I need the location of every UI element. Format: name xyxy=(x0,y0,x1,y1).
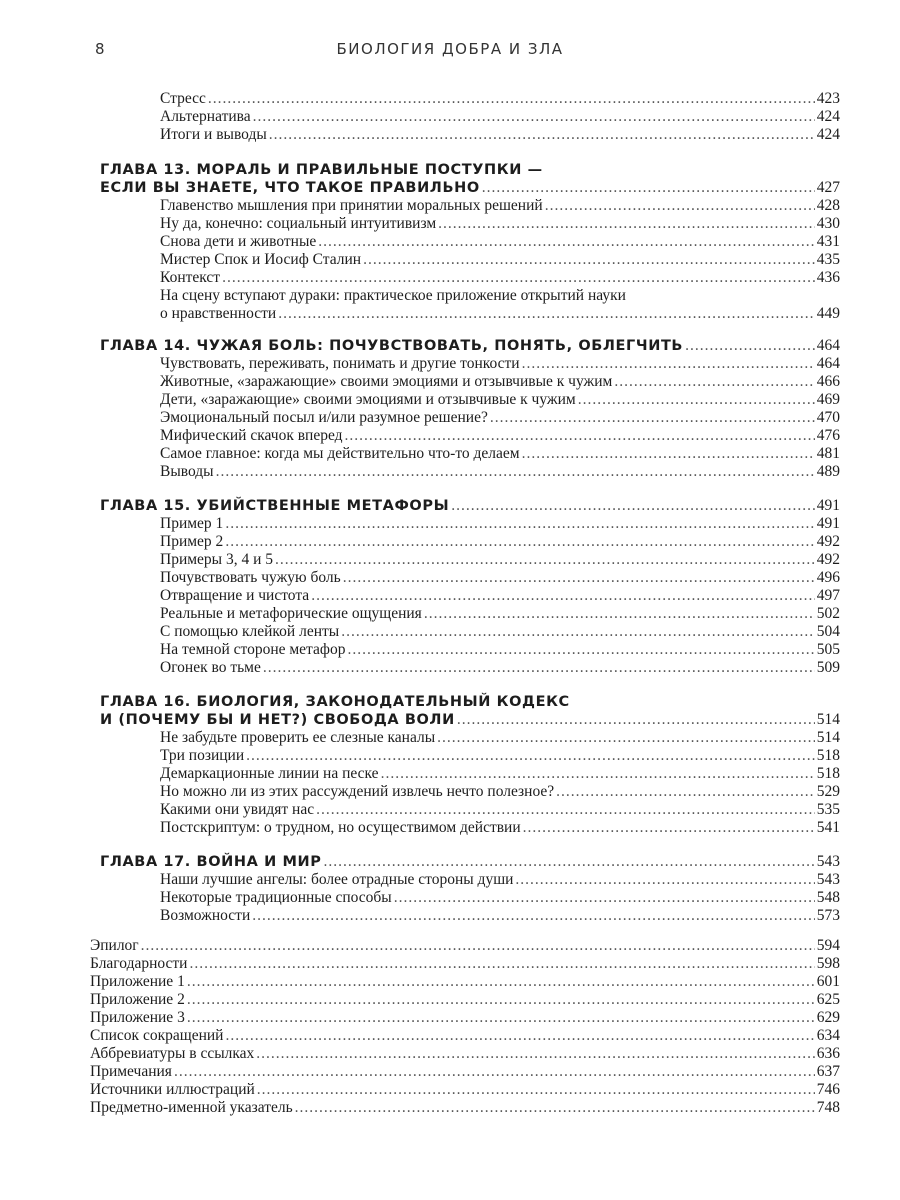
toc-entry-page: 435 xyxy=(816,251,840,268)
toc-entry-title: Ну да, конечно: социальный интуитивизм xyxy=(160,215,437,232)
toc-entry-title: Главенство мышления при принятии моральных решений xyxy=(160,197,543,214)
toc-entry xyxy=(160,889,840,907)
toc-entry-title: Чувствовать, переживать, понимать и другие тонкости xyxy=(160,355,520,372)
toc-entry-page: 601 xyxy=(816,973,840,990)
toc-entry-title: Мифический скачок вперед xyxy=(160,427,343,444)
chapter-title: ЕСЛИ ВЫ ЗНАЕТЕ, ЧТО ТАКОЕ ПРАВИЛЬНО xyxy=(100,180,480,196)
toc-entry-title: Благодарности xyxy=(90,955,188,972)
chapter-title: ГЛАВА 15. УБИЙСТВЕННЫЕ МЕТАФОРЫ xyxy=(100,498,450,514)
toc-entry-title: На темной стороне метафор xyxy=(160,641,346,658)
toc-entry-title: Эмоциональный посыл и/или разумное решение? xyxy=(160,409,488,426)
toc-entry xyxy=(160,515,840,533)
toc-entry-page: 634 xyxy=(816,1027,840,1044)
chapter-title: ГЛАВА 17. ВОЙНА И МИР xyxy=(100,854,322,870)
toc-entry-page: 541 xyxy=(816,819,840,836)
chapter-entry xyxy=(100,853,840,871)
toc-entry-page: 469 xyxy=(816,391,840,408)
toc-entry-title: Наши лучшие ангелы: более отрадные стороны души xyxy=(160,871,514,888)
toc-entry-page: 466 xyxy=(816,373,840,390)
toc-entry-title: о нравственности xyxy=(160,305,277,322)
toc-entry-page: 625 xyxy=(816,991,840,1008)
toc-entry xyxy=(160,871,840,889)
toc-entry-title: Предметно-именной указатель xyxy=(90,1099,293,1116)
toc-entry xyxy=(160,90,840,108)
chapter-entry xyxy=(100,711,840,729)
toc-entry-page: 496 xyxy=(816,569,840,586)
toc-entry xyxy=(90,1045,840,1063)
toc-entry-page: 636 xyxy=(816,1045,840,1062)
toc-entry xyxy=(90,937,840,955)
toc-entry xyxy=(90,955,840,973)
toc-entry-page: 428 xyxy=(816,197,840,214)
toc-entry-page: 489 xyxy=(816,463,840,480)
toc-entry-page: 629 xyxy=(816,1009,840,1026)
chapter-entry xyxy=(100,337,840,355)
toc-entry xyxy=(160,108,840,126)
toc-entry-page: 491 xyxy=(816,497,840,514)
toc-entry-title: Пример 2 xyxy=(160,533,224,550)
toc-entry-title: Пример 1 xyxy=(160,515,224,532)
toc-entry-page: 436 xyxy=(816,269,840,286)
toc-entry-title: Почувствовать чужую боль xyxy=(160,569,341,586)
toc-entry xyxy=(160,623,840,641)
toc-entry xyxy=(160,587,840,605)
toc-entry-title: Какими они увидят нас xyxy=(160,801,315,818)
toc-entry xyxy=(160,801,840,819)
toc-entry xyxy=(160,569,840,587)
toc-entry xyxy=(160,659,840,677)
toc-entry xyxy=(160,427,840,445)
toc-entry-page: 598 xyxy=(816,955,840,972)
toc-entry-page: 476 xyxy=(816,427,840,444)
toc-entry xyxy=(160,533,840,551)
toc-entry-title: Контекст xyxy=(160,269,221,286)
toc-entry-title: Примеры 3, 4 и 5 xyxy=(160,551,274,568)
toc-entry-page: 427 xyxy=(816,179,840,196)
toc-entry xyxy=(90,991,840,1009)
toc-entry-title: Приложение 1 xyxy=(90,973,185,990)
toc-entry-page: 424 xyxy=(816,126,840,143)
toc-entry-title: Стресс xyxy=(160,90,206,107)
toc-entry xyxy=(90,1081,840,1099)
toc-entry-page: 748 xyxy=(816,1099,840,1116)
toc-entry xyxy=(160,126,840,144)
toc-entry-page: 543 xyxy=(816,871,840,888)
toc-entry-page: 449 xyxy=(816,305,840,322)
toc-entry-page: 504 xyxy=(816,623,840,640)
toc-entry xyxy=(160,765,840,783)
toc-entry-title: Список сокращений xyxy=(90,1027,224,1044)
toc-entry-page: 492 xyxy=(816,551,840,568)
chapter-title: ГЛАВА 14. ЧУЖАЯ БОЛЬ: ПОЧУВСТВОВАТЬ, ПОНЯТЬ, ОБЛЕГЧИТЬ xyxy=(100,338,684,354)
page-number: 8 xyxy=(95,40,105,58)
toc-entry-title: Дети, «заражающие» своими эмоциями и отзывчивые к чужим xyxy=(160,391,576,408)
toc-entry-page: 529 xyxy=(816,783,840,800)
toc-entry-title: Эпилог xyxy=(90,937,139,954)
toc-entry-title: Некоторые традиционные способы xyxy=(160,889,392,906)
toc-entry-title: Постскриптум: о трудном, но осуществимом действии xyxy=(160,819,521,836)
toc-entry xyxy=(160,729,840,747)
toc-entry xyxy=(160,605,840,623)
toc-entry xyxy=(160,197,840,215)
toc-entry xyxy=(90,1099,840,1117)
toc-entry-title: Выводы xyxy=(160,463,214,480)
toc-entry-title: Огонек во тьме xyxy=(160,659,261,676)
toc-entry xyxy=(160,641,840,659)
toc-entry xyxy=(160,409,840,427)
toc-entry-page: 502 xyxy=(816,605,840,622)
toc-entry-title: Демаркационные линии на песке xyxy=(160,765,379,782)
toc-entry xyxy=(160,907,840,925)
toc-entry-title: Альтернатива xyxy=(160,108,251,125)
toc-entry-page: 543 xyxy=(816,853,840,870)
chapter-title: И (ПОЧЕМУ БЫ И НЕТ?) СВОБОДА ВОЛИ xyxy=(100,712,455,728)
toc-entry-page: 518 xyxy=(816,747,840,764)
toc-entry-title: С помощью клейкой ленты xyxy=(160,623,340,640)
toc-entry xyxy=(160,373,840,391)
toc-entry xyxy=(90,1009,840,1027)
toc-entry-page: 424 xyxy=(816,108,840,125)
toc-entry xyxy=(160,233,840,251)
chapter-title: ГЛАВА 16. БИОЛОГИЯ, ЗАКОНОДАТЕЛЬНЫЙ КОДЕКС xyxy=(100,694,570,710)
toc-entry-page: 746 xyxy=(816,1081,840,1098)
toc-entry-page: 430 xyxy=(816,215,840,232)
toc-entry-title: Приложение 3 xyxy=(90,1009,185,1026)
chapter-entry xyxy=(100,497,840,515)
toc-entry-page: 431 xyxy=(816,233,840,250)
toc-entry-page: 514 xyxy=(816,711,840,728)
toc-entry-title: Мистер Спок и Иосиф Сталин xyxy=(160,251,362,268)
toc-entry-title: Источники иллюстраций xyxy=(90,1081,255,1098)
toc-entry-title: Отвращение и чистота xyxy=(160,587,310,604)
toc-entry-page: 594 xyxy=(816,937,840,954)
toc-entry xyxy=(160,747,840,765)
toc-entry-page: 535 xyxy=(816,801,840,818)
toc-entry-page: 637 xyxy=(816,1063,840,1080)
toc-entry xyxy=(90,1063,840,1081)
toc-entry-page: 492 xyxy=(816,533,840,550)
chapter-entry xyxy=(100,179,840,197)
toc-entry-title: Не забудьте проверить ее слезные каналы xyxy=(160,729,436,746)
running-title: БИОЛОГИЯ ДОБРА И ЗЛА xyxy=(336,40,564,58)
toc-entry-title: Но можно ли из этих рассуждений извлечь нечто полезное? xyxy=(160,783,555,800)
toc-entry xyxy=(160,819,840,837)
toc-entry-title: Снова дети и животные xyxy=(160,233,317,250)
toc-entry-title: Приложение 2 xyxy=(90,991,185,1008)
toc-entry xyxy=(160,551,840,569)
toc-entry xyxy=(90,973,840,991)
toc-entry-page: 509 xyxy=(816,659,840,676)
toc-entry-title: Итоги и выводы xyxy=(160,126,267,143)
toc-entry xyxy=(160,391,840,409)
toc-entry-page: 470 xyxy=(816,409,840,426)
toc-entry xyxy=(160,355,840,373)
toc-entry xyxy=(90,1027,840,1045)
toc-entry-page: 464 xyxy=(816,337,840,354)
toc-entry-page: 514 xyxy=(816,729,840,746)
chapter-title: ГЛАВА 13. МОРАЛЬ И ПРАВИЛЬНЫЕ ПОСТУПКИ — xyxy=(100,162,543,178)
toc-entry xyxy=(160,445,840,463)
toc-entry-title: Животные, «заражающие» своими эмоциями и отзывчивые к чужим xyxy=(160,373,613,390)
toc-entry-title: Аббревиатуры в ссылках xyxy=(90,1045,255,1062)
toc-entry-page: 423 xyxy=(816,90,840,107)
toc-entry-title: Три позиции xyxy=(160,747,245,764)
toc-entry-page: 518 xyxy=(816,765,840,782)
toc-entry-page: 464 xyxy=(816,355,840,372)
toc-entry xyxy=(160,783,840,801)
toc-entry-page: 573 xyxy=(816,907,840,924)
toc-entry-title: Самое главное: когда мы действительно что-то делаем xyxy=(160,445,520,462)
toc-entry-title: Реальные и метафорические ощущения xyxy=(160,605,422,622)
toc-entry-page: 505 xyxy=(816,641,840,658)
toc-entry xyxy=(160,463,840,481)
toc-entry-title: Возможности xyxy=(160,907,251,924)
toc-entry xyxy=(160,251,840,269)
toc-entry xyxy=(160,269,840,287)
toc-entry-title: На сцену вступают дураки: практическое приложение открытий науки xyxy=(160,287,626,304)
toc-entry xyxy=(160,215,840,233)
toc-entry-title: Примечания xyxy=(90,1063,172,1080)
toc-entry-page: 481 xyxy=(816,445,840,462)
toc-entry-page: 497 xyxy=(816,587,840,604)
toc-entry xyxy=(160,305,840,323)
toc-entry-page: 491 xyxy=(816,515,840,532)
toc-entry-page: 548 xyxy=(816,889,840,906)
